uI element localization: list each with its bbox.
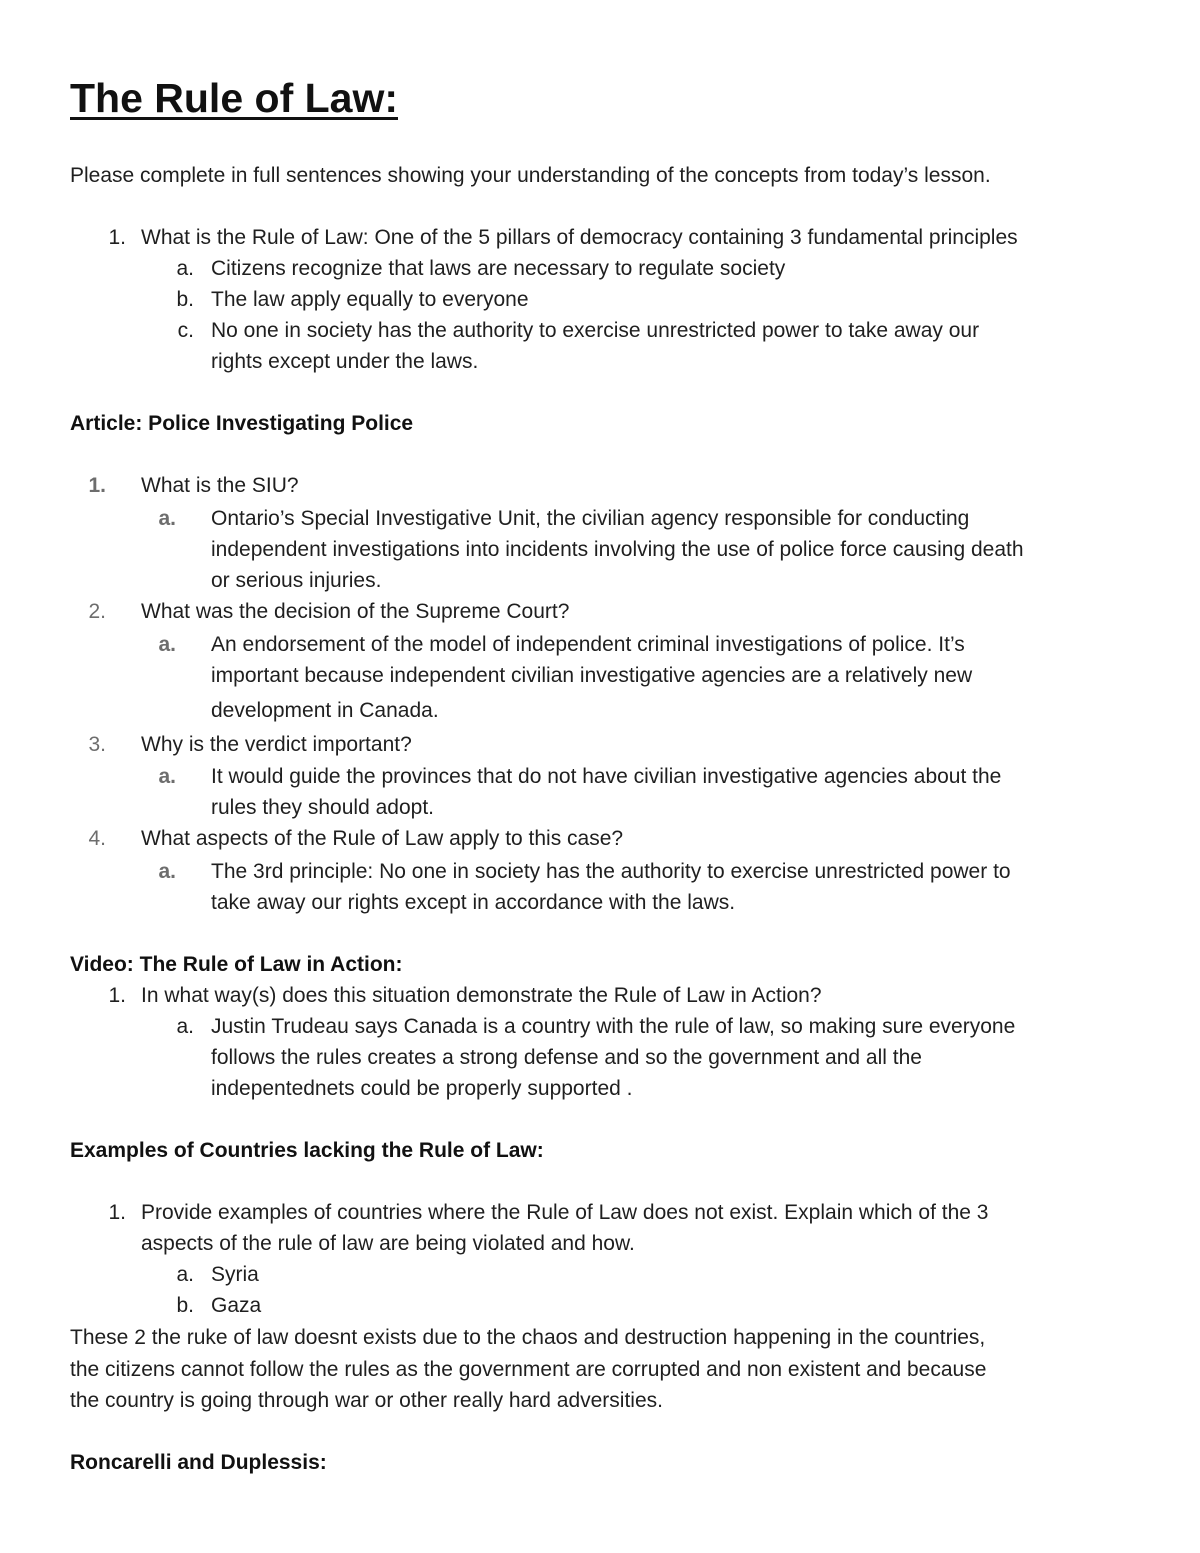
- list-letter: a.: [158, 765, 176, 788]
- intro-text: Please complete in full sentences showing your understanding of the concepts from today’s lesson.: [70, 164, 991, 187]
- answer-text: development in Canada.: [211, 699, 439, 722]
- question-text: What was the decision of the Supreme Court?: [141, 600, 570, 623]
- list-letter: c.: [177, 319, 194, 342]
- question-text: Provide examples of countries where the Rule of Law does not exist. Explain which of the 3: [141, 1201, 989, 1224]
- question-text: aspects of the rule of law are being violated and how.: [141, 1232, 635, 1255]
- answer-text: rights except under the laws.: [211, 350, 479, 373]
- list-letter: a.: [158, 507, 176, 530]
- section-heading-article: Article: Police Investigating Police: [70, 412, 414, 435]
- answer-text: or serious injuries.: [211, 569, 382, 592]
- list-letter: b.: [176, 1294, 194, 1317]
- list-number: 2.: [88, 600, 106, 623]
- answer-text: Syria: [211, 1263, 259, 1286]
- list-letter: b.: [176, 288, 194, 311]
- answer-text: take away our rights except in accordance with the laws.: [211, 891, 736, 914]
- section-heading-examples: Examples of Countries lacking the Rule of Law:: [70, 1139, 544, 1162]
- list-number: 1.: [108, 1201, 126, 1224]
- paragraph-text: the country is going through war or other really hard adversities.: [70, 1389, 663, 1412]
- question-text: What is the Rule of Law: One of the 5 pillars of democracy containing 3 fundamental principles: [141, 226, 1018, 249]
- answer-text: No one in society has the authority to exercise unrestricted power to take away our: [211, 319, 980, 342]
- question-text: In what way(s) does this situation demonstrate the Rule of Law in Action?: [141, 984, 822, 1007]
- answer-text: Citizens recognize that laws are necessary to regulate society: [211, 257, 786, 280]
- list-number: 1.: [88, 474, 106, 497]
- answer-text: The 3rd principle: No one in society has the authority to exercise unrestricted power to: [211, 860, 1011, 883]
- answer-text: indepentednets could be properly supported .: [211, 1077, 633, 1100]
- page-title: The Rule of Law:: [70, 75, 398, 121]
- list-letter: a.: [176, 1263, 194, 1286]
- paragraph-text: the citizens cannot follow the rules as the government are corrupted and non existent and because: [70, 1358, 987, 1381]
- question-text: Why is the verdict important?: [141, 733, 412, 756]
- answer-text: important because independent civilian investigative agencies are a relatively new: [211, 664, 973, 687]
- list-letter: a.: [158, 633, 176, 656]
- answer-text: Justin Trudeau says Canada is a country with the rule of law, so making sure everyone: [211, 1015, 1016, 1038]
- answer-text: Gaza: [211, 1294, 262, 1317]
- answer-text: An endorsement of the model of independent criminal investigations of police. It’s: [211, 633, 965, 656]
- list-letter: a.: [158, 860, 176, 883]
- paragraph-text: These 2 the ruke of law doesnt exists due to the chaos and destruction happening in the countries,: [70, 1326, 986, 1349]
- answer-text: rules they should adopt.: [211, 796, 434, 819]
- answer-text: follows the rules creates a strong defense and so the government and all the: [211, 1046, 922, 1069]
- list-number: 4.: [88, 827, 106, 850]
- list-number: 1.: [108, 226, 126, 249]
- question-text: What aspects of the Rule of Law apply to this case?: [141, 827, 624, 850]
- section-heading-roncarelli: Roncarelli and Duplessis:: [70, 1451, 327, 1474]
- list-letter: a.: [176, 1015, 194, 1038]
- list-number: 1.: [108, 984, 126, 1007]
- answer-text: It would guide the provinces that do not have civilian investigative agencies about the: [211, 765, 1002, 788]
- question-text: What is the SIU?: [141, 474, 299, 497]
- list-number: 3.: [88, 733, 106, 756]
- answer-text: independent investigations into incidents involving the use of police force causing death: [211, 538, 1024, 561]
- list-letter: a.: [176, 257, 194, 280]
- section-heading-video: Video: The Rule of Law in Action:: [70, 953, 403, 976]
- answer-text: The law apply equally to everyone: [211, 288, 529, 311]
- answer-text: Ontario’s Special Investigative Unit, the civilian agency responsible for conducting: [211, 507, 970, 530]
